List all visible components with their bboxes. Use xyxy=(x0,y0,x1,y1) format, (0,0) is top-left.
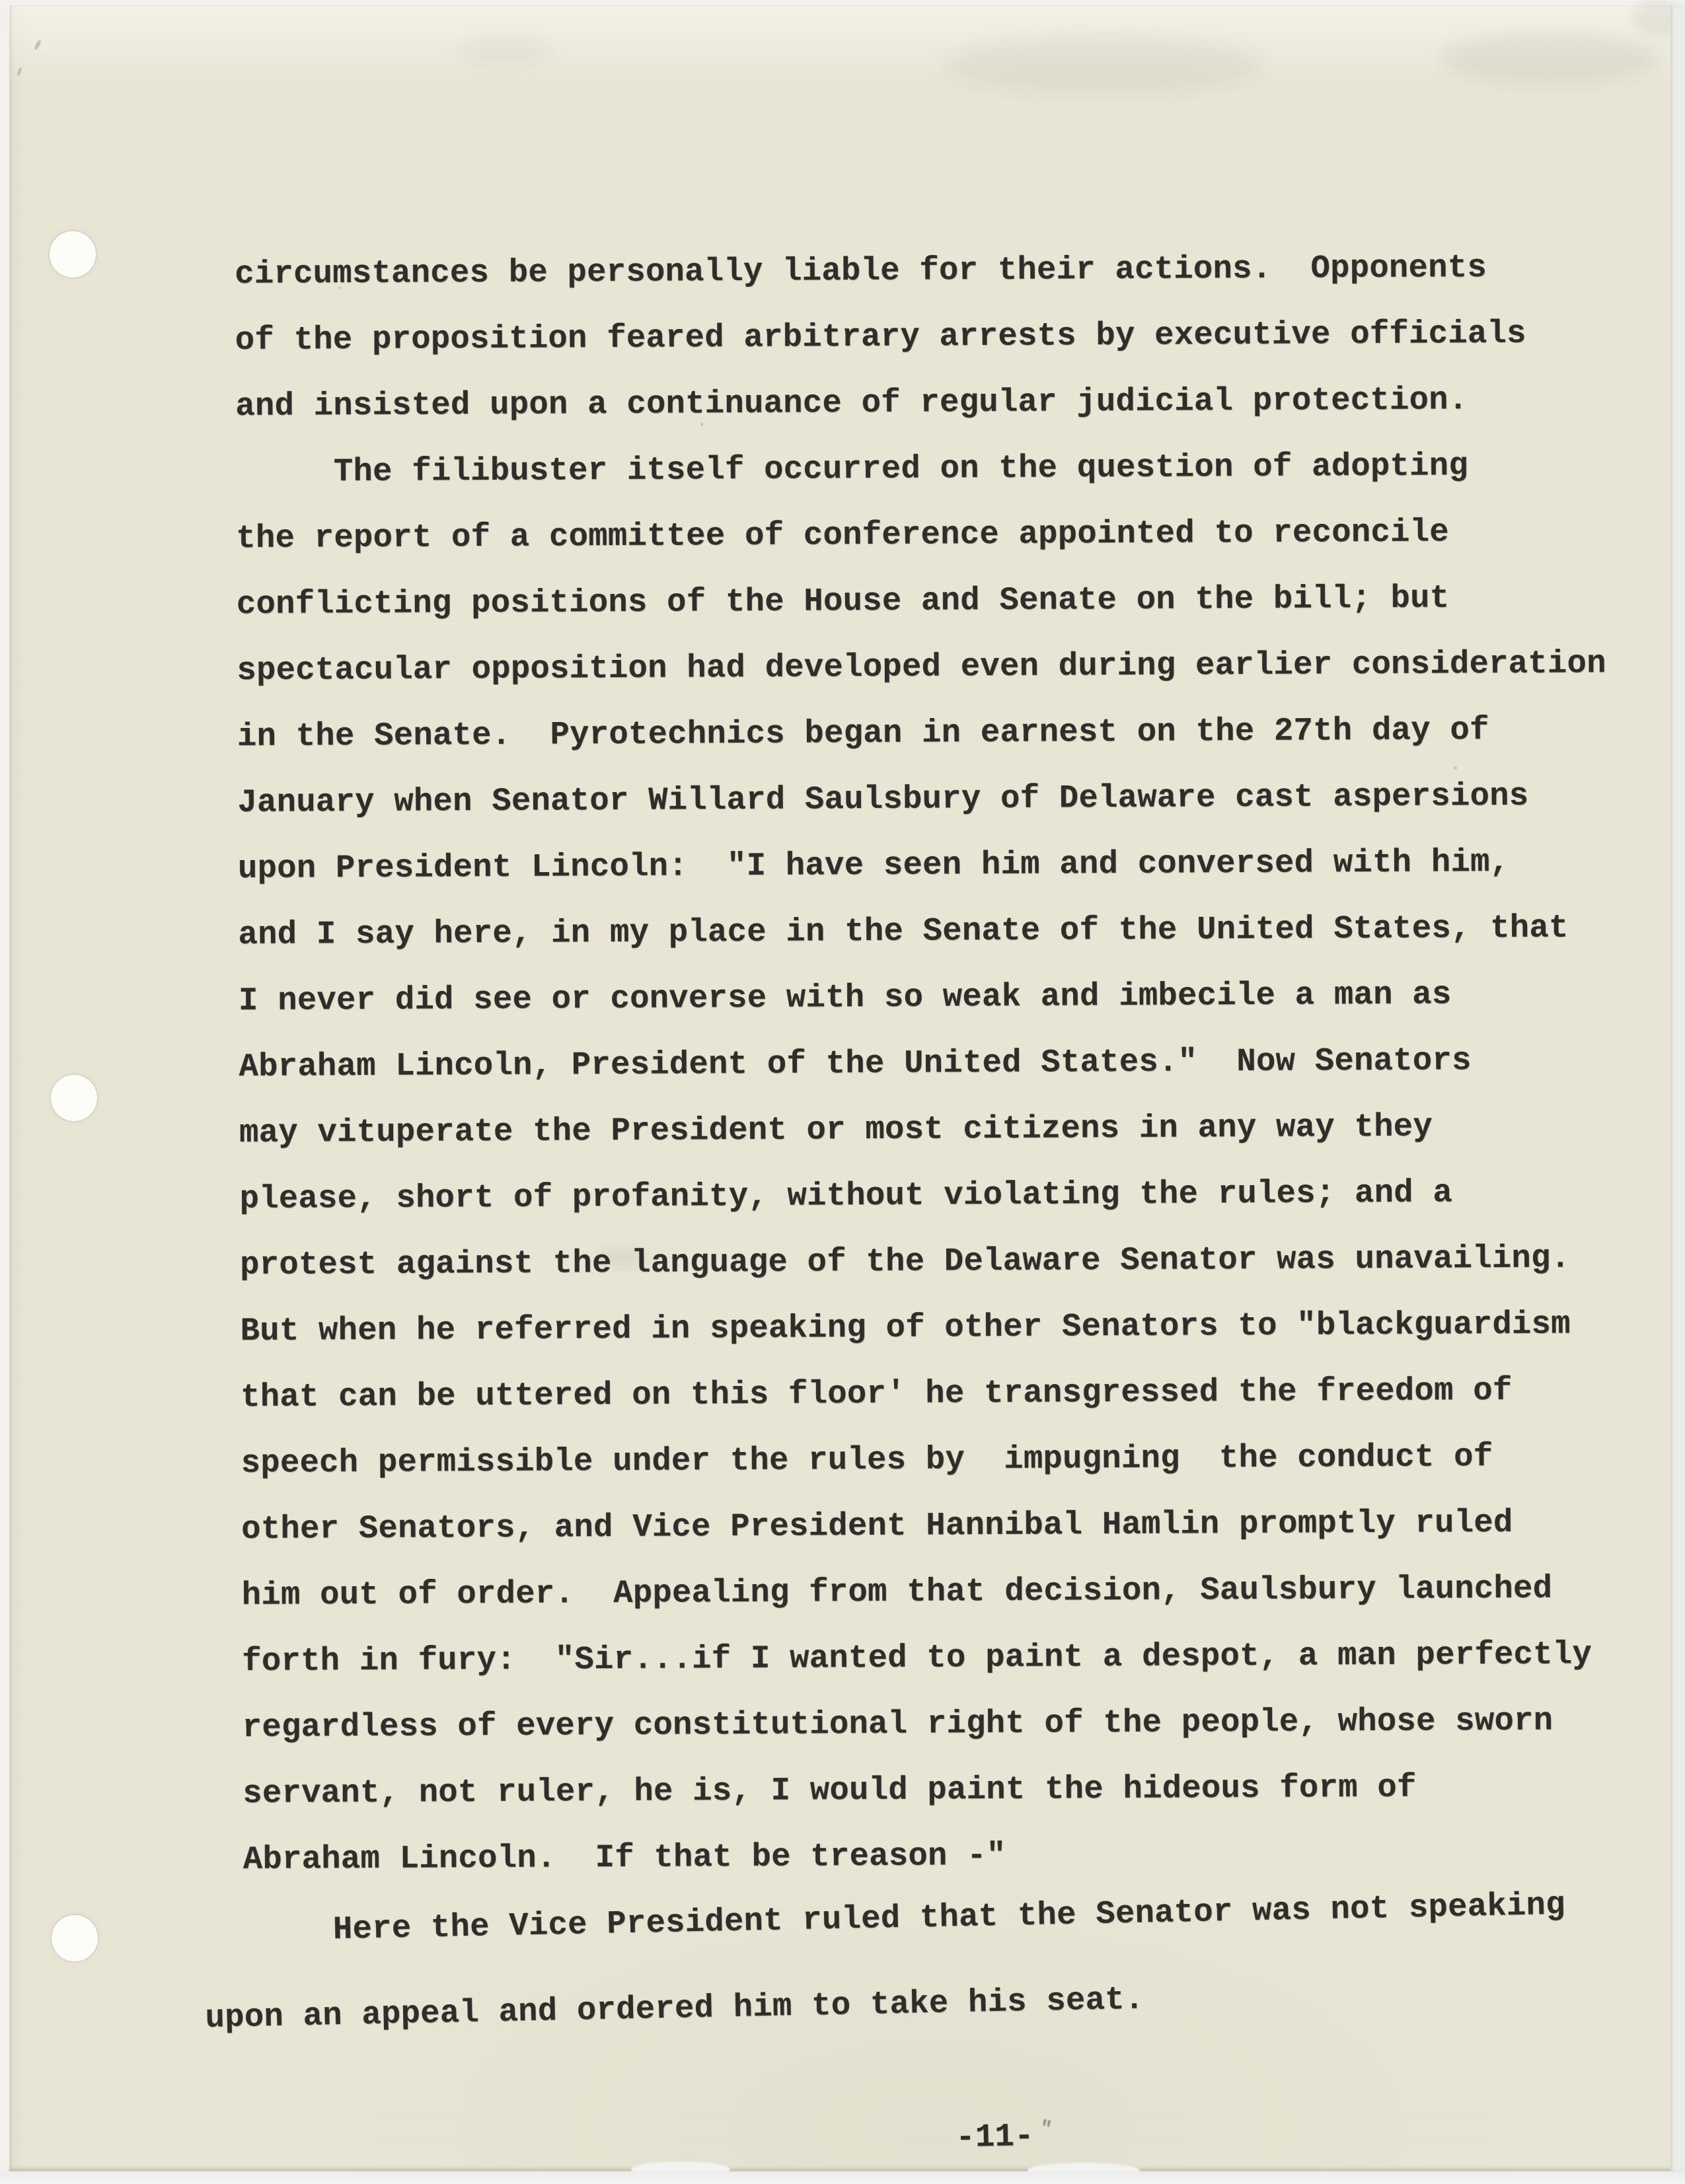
typed-line: the report of a committee of conference appointed to reconcile xyxy=(236,513,1449,557)
paper-smudge xyxy=(945,36,1262,92)
closing-paragraph xyxy=(205,1872,1567,2051)
typed-line: The filibuster itself occurred on the question of adopting xyxy=(235,447,1469,491)
typed-line: upon an appeal and ordered him to take his seat. xyxy=(205,1981,1144,2037)
scanner-margin-bottom xyxy=(0,2171,1685,2184)
paper-right-edge xyxy=(1670,5,1685,2171)
page-number-text: -11- xyxy=(955,2117,1035,2157)
punch-hole xyxy=(51,1075,97,1121)
typed-line: But when he referred in speaking of other Senators to "blackguardism xyxy=(240,1305,1571,1350)
page-number xyxy=(876,2037,1054,2184)
typed-line: protest against the language of the Delaware Senator was unavailing. xyxy=(239,1239,1571,1284)
stray-ink-mark: " xyxy=(1037,2117,1054,2142)
typed-line: spectacular opposition had developed even during earlier consideration xyxy=(237,645,1606,689)
typed-line: him out of order. Appealing from that decision, Saulsbury launched xyxy=(241,1570,1553,1614)
typed-line: and insisted upon a continuance of regular judicial protection. xyxy=(235,381,1468,425)
typed-line: Abraham Lincoln, President of the United States." Now Senators xyxy=(239,1042,1472,1085)
typed-line: of the proposition feared arbitrary arrests by executive officials xyxy=(235,314,1526,359)
typed-line: I never did see or converse with so weak and imbecile a man as xyxy=(238,976,1452,1019)
paper-smudge xyxy=(1441,33,1659,83)
typed-line: upon President Lincoln: "I have seen him and conversed with him, xyxy=(237,843,1510,887)
typed-line: please, short of profanity, without violating the rules; and a xyxy=(239,1174,1453,1218)
typed-line: conflicting positions of the House and Senate on the bill; but xyxy=(236,579,1450,623)
punch-hole xyxy=(52,1915,98,1961)
typed-line: Here the Vice President ruled that the Senator was not speaking xyxy=(235,1886,1566,1950)
typed-line: January when Senator Willard Saulsbury of Delaware cast aspersions xyxy=(237,777,1529,821)
typed-line: Abraham Lincoln. If that be treason -" xyxy=(243,1837,1006,1878)
typed-text-block xyxy=(235,234,1612,1893)
typed-line: forth in fury: "Sir...if I wanted to paint a despot, a man perfectly xyxy=(242,1636,1592,1680)
typed-line: may vituperate the President or most citizens in any way they xyxy=(239,1108,1433,1151)
typed-line: circumstances be personally liable for their actions. Opponents xyxy=(235,249,1487,293)
typed-line: regardless of every constitutional right of the people, whose sworn xyxy=(242,1702,1554,1746)
typed-line: speech permissible under the rules by impugning the conduct of xyxy=(241,1438,1493,1482)
typed-line: and I say here, in my place in the Senate of the United States, that xyxy=(238,909,1569,953)
typed-line: that can be uttered on this floor' he transgressed the freedom of xyxy=(241,1371,1513,1416)
typed-line: servant, not ruler, he is, I would paint the hideous form of xyxy=(243,1768,1417,1812)
paper-smudge xyxy=(456,36,555,66)
typed-line: other Senators, and Vice President Hannibal Hamlin promptly ruled xyxy=(241,1504,1513,1548)
typed-line: in the Senate. Pyrotechnics began in earnest on the 27th day of xyxy=(237,711,1489,755)
punch-hole xyxy=(50,231,96,277)
